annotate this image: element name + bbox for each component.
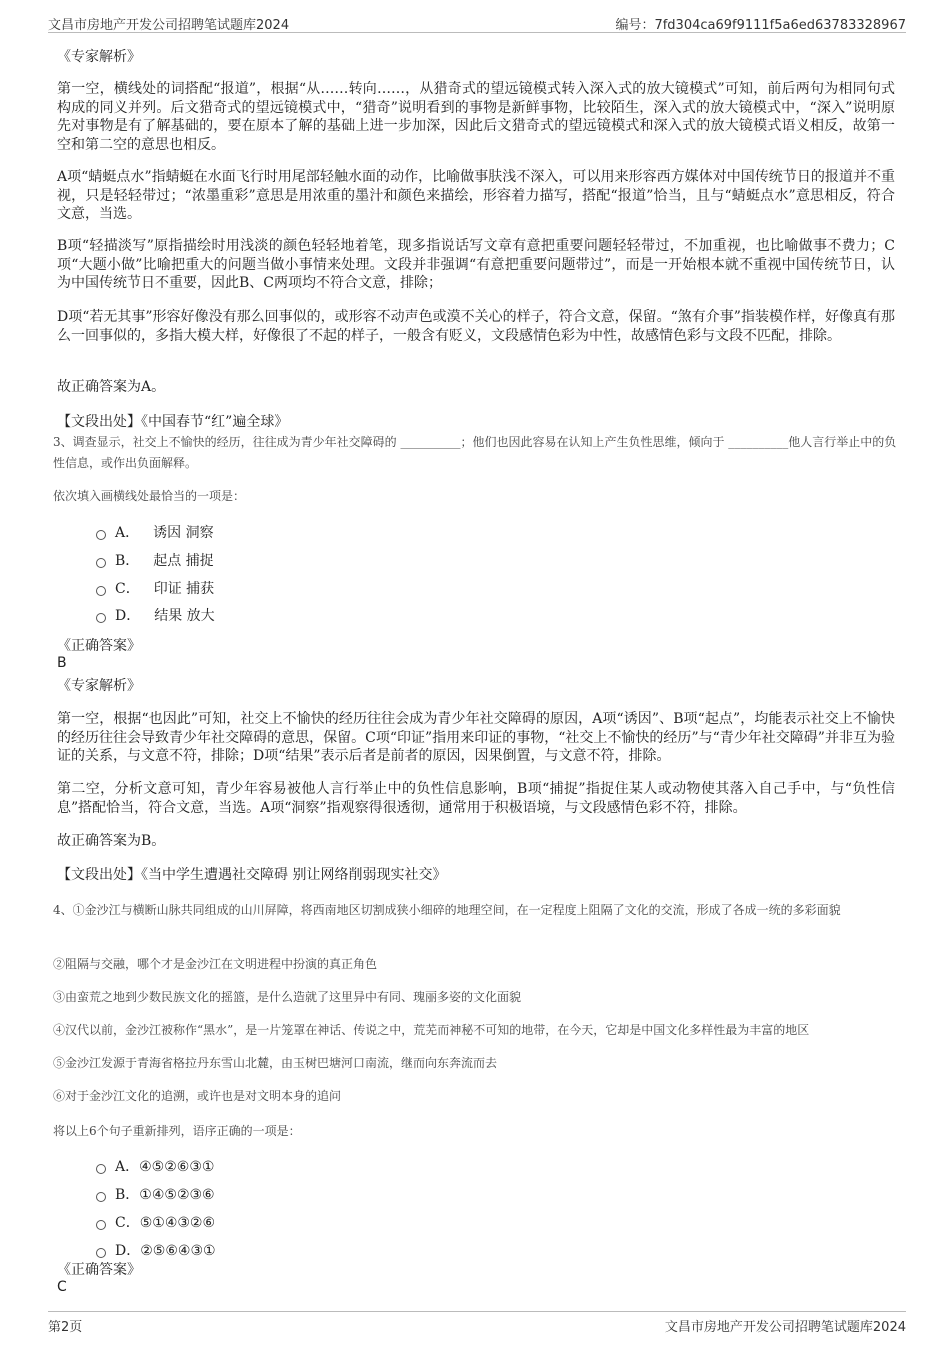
q3-stem: 3、调查显示，社交上不愉快的经历，往往成为青少年社交障碍的 __________；他们也因此容易在认知上产生负性思维，倾向于 __________他人言行举止中的负性信息，或作出负面解释。: [53, 435, 897, 470]
q3-option-c[interactable]: C． 印证 捕获: [96, 579, 214, 599]
q3-analysis-label: 《专家解析》: [57, 678, 141, 694]
header-doc-id: 编号：7fd304ca69f9111f5a6ed63783328967: [615, 18, 906, 33]
q2-conclusion: 故正确答案为A。: [57, 379, 166, 395]
radio-icon[interactable]: [96, 613, 106, 623]
q4-option-b[interactable]: B． ①④⑤②③⑥: [96, 1185, 215, 1205]
radio-icon[interactable]: [96, 586, 106, 596]
q3-analysis-paragraph-2: 第二空，分析文意可知，青少年容易被他人言行举止中的负性信息影响，B项“捕捉”指捉住某人或动物使其落入自己手中，与“负性信息”搭配恰当，符合文意，当选。A项“洞察”指观察得很透彻，通常用于积极语境，与文段感情色彩不符，排除。: [57, 781, 895, 816]
q2-analysis-paragraph-3: B项“轻描淡写”原指描绘时用浅淡的颜色轻轻地着笔，现多指说话写文章有意把重要问题轻轻带过，不加重视，也比喻做事不费力；C项“大题小做”比喻把重大的问题当做小事情来处理。文段并非强调“有意把重要问题带过”，而是一开始根本就不重视中国传统节日，认为中国传统节日不重要，因此B、C两项均不符合文意，排除；: [57, 238, 895, 291]
q4-sentence-2: ②阻隔与交融，哪个才是金沙江在文明进程中扮演的真正角色: [53, 957, 378, 971]
q3-answer: B: [57, 655, 67, 671]
q4-sentence-6: ⑥对于金沙江文化的追溯，或许也是对文明本身的追问: [53, 1089, 342, 1103]
radio-icon[interactable]: [96, 1192, 106, 1202]
q2-analysis-paragraph-2: A项“蜻蜓点水”指蜻蜓在水面飞行时用尾部轻触水面的动作，比喻做事肤浅不深入，可以用来形容西方媒体对中国传统节日的报道并不重视，只是轻轻带过；“浓墨重彩”意思是用浓重的墨汁和颜色来描绘，形容着力描写，搭配“报道”恰当，且与“蜻蜓点水”意思相反，符合文意，当选。: [57, 169, 895, 222]
q3-option-a[interactable]: A． 诱因 洞察: [96, 523, 214, 543]
q2-analysis-paragraph-4: D项“若无其事”形容好像没有那么回事似的，或形容不动声色或漠不关心的样子，符合文意，保留。“煞有介事”指装模作样，好像真有那么一回事似的，多指大模大样，好像很了不起的样子，一般含有贬义，文段感情色彩为中性，故感情色彩与文段不匹配，排除。: [57, 309, 895, 344]
q4-option-c[interactable]: C． ⑤①④③②⑥: [96, 1213, 215, 1233]
q4-sentence-4: ④汉代以前，金沙江被称作“黑水”，是一片笼罩在神话、传说之中，荒芜而神秘不可知的地带，在今天，它却是中国文化多样性最为丰富的地区: [53, 1023, 810, 1037]
radio-icon[interactable]: [96, 530, 106, 540]
q3-option-d[interactable]: D． 结果 放大: [96, 606, 215, 626]
q2-source: 【文段出处】《中国春节“红”遍全球》: [57, 414, 289, 430]
footer-title: 文昌市房地产开发公司招聘笔试题库2024: [664, 1320, 906, 1335]
radio-icon[interactable]: [96, 1220, 106, 1230]
q4-prompt: 将以上6个句子重新排列，语序正确的一项是：: [53, 1124, 301, 1138]
page-header: [48, 12, 906, 33]
page-footer: [48, 1311, 906, 1336]
q3-answer-label: 《正确答案》: [57, 638, 141, 654]
q3-analysis-paragraph-1: 第一空，根据“也因此”可知，社交上不愉快的经历往往会成为青少年社交障碍的原因，A项“诱因”、B项“起点”，均能表示社交上不愉快的经历往往会导致青少年社交障碍的意思，保留。C项“印证”指用来印证的事物，“社交上不愉快的经历”与“青少年社交障碍”并非互为验证的关系，与文意不符，排除；D项“结果”表示后者是前者的原因，因果倒置，与文意不符，排除。: [57, 711, 895, 764]
q3-source: 【文段出处】《当中学生遭遇社交障碍 别让网络削弱现实社交》: [57, 867, 447, 883]
q4-sentence-5: ⑤金沙江发源于青海省格拉丹东雪山北麓，由玉树巴塘河口南流，继而向东奔流而去: [53, 1056, 498, 1070]
q3-prompt: 依次填入画横线处最恰当的一项是：: [53, 489, 246, 503]
footer-page-number: 第2页: [48, 1320, 83, 1335]
q3-option-b[interactable]: B． 起点 捕捉: [96, 551, 214, 571]
q4-sentence-3: ③由蛮荒之地到少数民族文化的摇篮，是什么造就了这里异中有同、瑰丽多姿的文化面貌: [53, 990, 522, 1004]
q2-analysis-label: 《专家解析》: [57, 49, 141, 65]
radio-icon[interactable]: [96, 1248, 106, 1258]
radio-icon[interactable]: [96, 558, 106, 568]
q4-sentence-1: 4、①金沙江与横断山脉共同组成的山川屏障，将西南地区切割成狭小细碎的地理空间，在一定程度上阻隔了文化的交流，形成了各成一统的多彩面貌: [53, 903, 841, 917]
q4-answer: C: [57, 1279, 67, 1295]
radio-icon[interactable]: [96, 1164, 106, 1174]
q3-conclusion: 故正确答案为B。: [57, 833, 166, 849]
q4-option-d[interactable]: D． ②⑤⑥④③①: [96, 1241, 216, 1261]
q4-answer-label: 《正确答案》: [57, 1262, 141, 1278]
header-title: 文昌市房地产开发公司招聘笔试题库2024: [48, 18, 290, 33]
q2-analysis-paragraph-1: 第一空，横线处的词搭配“报道”，根据“从……转向……，从猎奇式的望远镜模式转入深入式的放大镜模式”可知，前后两句为相同句式构成的同义并列。后文猎奇式的望远镜模式中，“猎奇”说明看到的事物是新鲜事物，比较陌生，深入式的放大镜模式中，“深入”说明原先对事物是有了解基础的，要在原本了解的基础上进一步加深，因此后文猎奇式的望远镜模式和深入式的放大镜模式语义相反，故第一空和第二空的意思也相反。: [57, 81, 895, 153]
q4-option-a[interactable]: A． ④⑤②⑥③①: [96, 1157, 214, 1177]
